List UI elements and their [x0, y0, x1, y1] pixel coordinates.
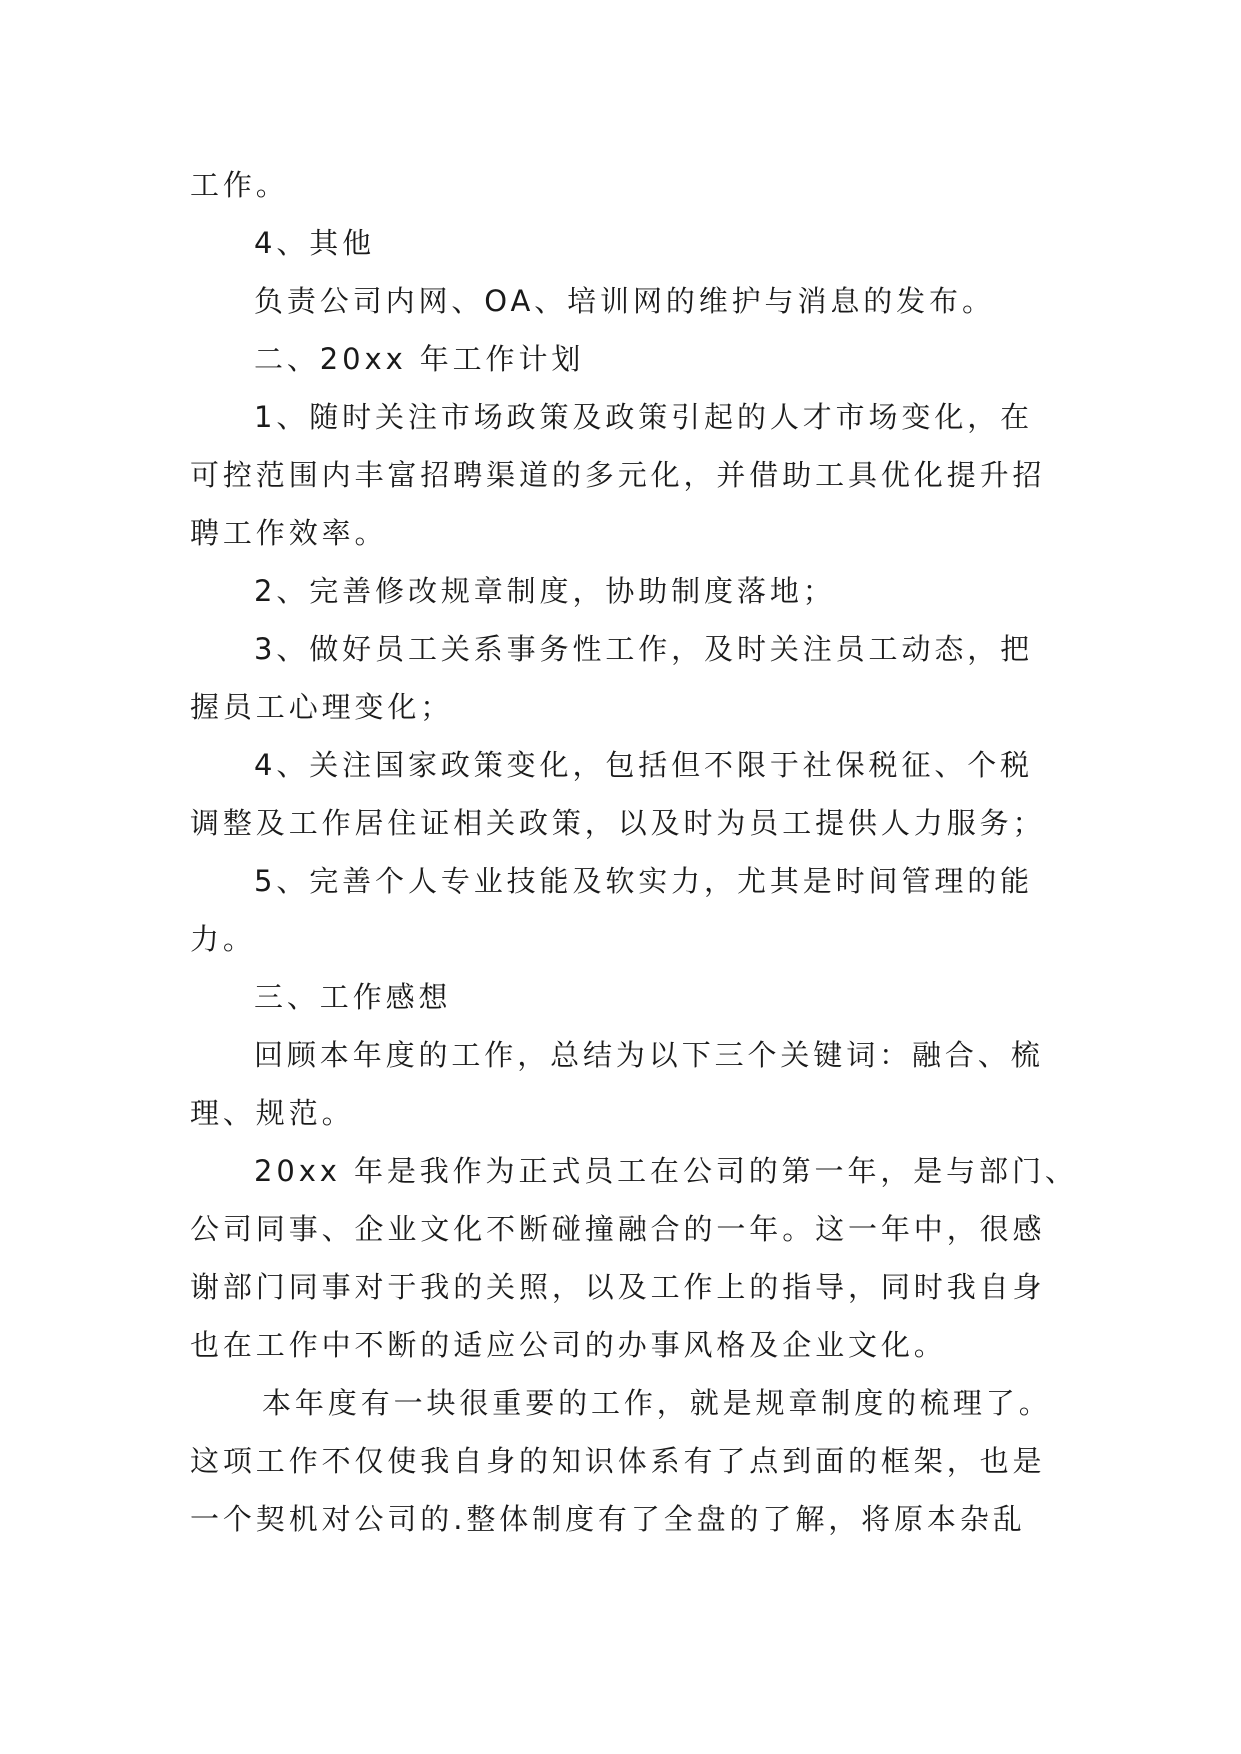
text-line: 1、随时关注市场政策及政策引起的人才市场变化，在 — [254, 400, 1034, 434]
text-line: 公司同事、企业文化不断碰撞融合的一年。这一年中，很感 — [190, 1212, 1046, 1246]
text-line: 这项工作不仅使我自身的知识体系有了点到面的框架，也是 — [190, 1444, 1046, 1478]
section-heading: 三、工作感想 — [254, 980, 452, 1014]
text-line: 5、完善个人专业技能及软实力，尤其是时间管理的能 — [254, 864, 1034, 898]
text-line: 力。 — [190, 922, 256, 956]
text-line: 握员工心理变化； — [190, 690, 454, 724]
text-line: 本年度有一块很重要的工作，就是规章制度的梳理了。 — [262, 1386, 1052, 1420]
text-line: 谢部门同事对于我的关照，以及工作上的指导，同时我自身 — [190, 1270, 1046, 1304]
text-line: 也在工作中不断的适应公司的办事风格及企业文化。 — [190, 1328, 947, 1362]
text-line: 理、规范。 — [190, 1096, 355, 1130]
text-line: 20xx 年是我作为正式员工在公司的第一年，是与部门、 — [254, 1154, 1078, 1188]
text-line: 可控范围内丰富招聘渠道的多元化，并借助工具优化提升招 — [190, 458, 1046, 492]
section-heading: 4、其他 — [254, 226, 376, 260]
text-line: 3、做好员工关系事务性工作，及时关注员工动态，把 — [254, 632, 1034, 666]
text-line: 负责公司内网、OA、培训网的维护与消息的发布。 — [254, 284, 995, 318]
section-heading: 二、20xx 年工作计划 — [254, 342, 585, 376]
text-line: 工作。 — [190, 168, 289, 202]
text-line: 调整及工作居住证相关政策，以及时为员工提供人力服务； — [190, 806, 1046, 840]
text-line: 2、完善修改规章制度，协助制度落地； — [254, 574, 836, 608]
text-line: 回顾本年度的工作，总结为以下三个关键词：融合、梳 — [254, 1038, 1044, 1072]
text-line: 聘工作效率。 — [190, 516, 388, 550]
document-body — [190, 156, 1078, 1548]
text-line: 4、关注国家政策变化，包括但不限于社保税征、个税 — [254, 748, 1034, 782]
text-line: 一个契机对公司的.整体制度有了全盘的了解，将原本杂乱 — [190, 1502, 1026, 1536]
